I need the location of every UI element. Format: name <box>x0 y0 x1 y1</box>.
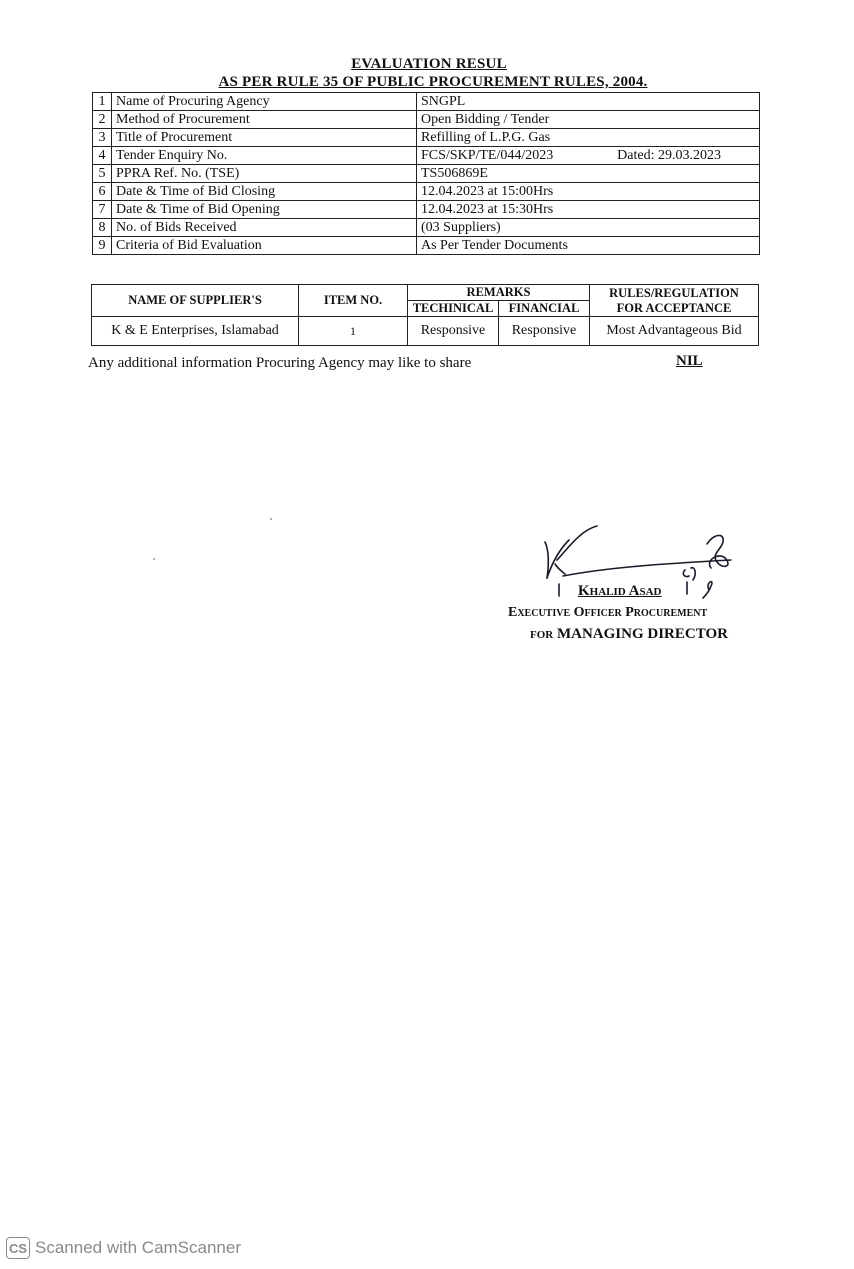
camscanner-watermark <box>6 1236 241 1260</box>
info-row <box>93 165 760 183</box>
info-row-label: PPRA Ref. No. (TSE) <box>112 165 417 183</box>
evaluation-row <box>92 317 759 346</box>
evaluation-results-table <box>91 284 759 346</box>
tender-dated: Dated: 29.03.2023 <box>617 148 721 163</box>
financial-remark-cell: Responsive <box>499 317 590 346</box>
rules-header-line-1: RULES/REGULATION <box>609 285 739 300</box>
info-row-number: 1 <box>93 93 112 111</box>
camscanner-text: Scanned with CamScanner <box>35 1238 242 1257</box>
signatory-name: Khalid Asad <box>578 583 662 599</box>
info-row-number: 8 <box>93 219 112 237</box>
info-row-label: Name of Procuring Agency <box>112 93 417 111</box>
heading-line-2: AS PER RULE 35 OF PUBLIC PROCUREMENT RULES, 2004. <box>218 74 648 90</box>
scan-speck <box>153 558 155 560</box>
info-row-number: 5 <box>93 165 112 183</box>
additional-info-text: Any additional information Procuring Agency may like to share <box>88 355 472 371</box>
info-row-value-cell <box>417 93 760 111</box>
info-row-number: 6 <box>93 183 112 201</box>
info-row-value: (03 Suppliers) <box>421 220 501 235</box>
info-row-number: 3 <box>93 129 112 147</box>
technical-header: TECHINICAL <box>408 301 499 317</box>
supplier-name-header: NAME OF SUPPLIER'S <box>92 285 299 317</box>
info-row-number: 2 <box>93 111 112 129</box>
rules-regulation-cell: Most Advantageous Bid <box>590 317 759 346</box>
rules-regulation-header <box>590 285 759 317</box>
info-row-value-cell <box>417 129 760 147</box>
scan-speck <box>270 518 272 520</box>
item-number-header: ITEM NO. <box>299 285 408 317</box>
financial-header: FINANCIAL <box>499 301 590 317</box>
info-row-value: FCS/SKP/TE/044/2023 <box>421 148 554 163</box>
item-number-cell: 1 <box>299 317 408 346</box>
info-row <box>93 237 760 255</box>
info-row-value: 12.04.2023 at 15:00Hrs <box>421 184 554 199</box>
info-row-value-cell <box>417 165 760 183</box>
info-row-label: Tender Enquiry No. <box>112 147 417 165</box>
info-row-label: Criteria of Bid Evaluation <box>112 237 417 255</box>
info-row <box>93 183 760 201</box>
supplier-name-cell: K & E Enterprises, Islamabad <box>92 317 299 346</box>
info-row-label: Title of Procurement <box>112 129 417 147</box>
info-row <box>93 219 760 237</box>
procurement-info-table <box>92 92 760 255</box>
info-row-number: 9 <box>93 237 112 255</box>
evaluation-header-row <box>92 285 759 301</box>
signatory-for-line: for MANAGING DIRECTOR <box>530 626 728 642</box>
info-row-number: 4 <box>93 147 112 165</box>
info-row <box>93 93 760 111</box>
info-row-value-cell <box>417 201 760 219</box>
info-row-label: Method of Procurement <box>112 111 417 129</box>
info-row-value-cell <box>417 147 760 165</box>
additional-info-value: NIL <box>676 353 703 369</box>
info-row-value: TS506869E <box>421 166 488 181</box>
info-row-value: Open Bidding / Tender <box>421 112 550 127</box>
remarks-header: REMARKS <box>408 285 590 301</box>
info-row-value-cell <box>417 237 760 255</box>
heading-line-1: EVALUATION RESUL <box>351 56 507 72</box>
info-row <box>93 201 760 219</box>
info-row-value: As Per Tender Documents <box>421 238 568 253</box>
info-row-value-cell <box>417 111 760 129</box>
info-row-number: 7 <box>93 201 112 219</box>
info-row <box>93 111 760 129</box>
info-row-label: Date & Time of Bid Opening <box>112 201 417 219</box>
signatory-title: Executive Officer Procurement <box>508 605 708 620</box>
info-row-label: Date & Time of Bid Closing <box>112 183 417 201</box>
info-row-value-cell <box>417 219 760 237</box>
info-row-label: No. of Bids Received <box>112 219 417 237</box>
info-row <box>93 129 760 147</box>
info-row-value: 12.04.2023 at 15:30Hrs <box>421 202 554 217</box>
camscanner-logo-icon: CS <box>6 1237 30 1259</box>
info-row-value: Refilling of L.P.G. Gas <box>421 130 551 145</box>
rules-header-line-2: FOR ACCEPTANCE <box>616 300 732 315</box>
technical-remark-cell: Responsive <box>408 317 499 346</box>
info-row-value-cell <box>417 183 760 201</box>
info-row-value: SNGPL <box>421 94 466 109</box>
info-row <box>93 147 760 165</box>
